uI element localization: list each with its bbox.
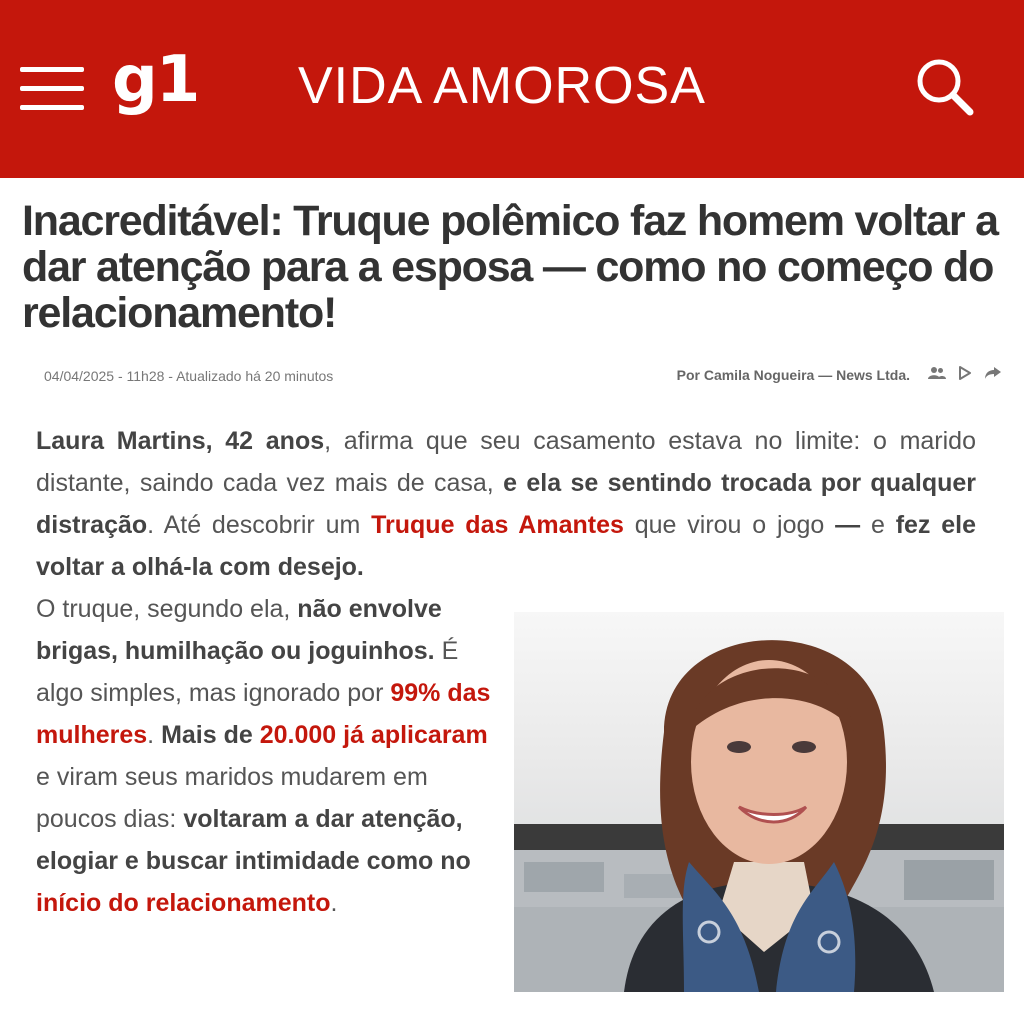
- text-bold: —: [835, 511, 861, 539]
- update-time: - 11h28 - Atualizado há 20 minutos: [117, 368, 334, 384]
- text-bold: não envolve brigas, humilhação ou joguinhos.: [36, 595, 442, 665]
- share-icon[interactable]: [984, 366, 1002, 383]
- highlight-link[interactable]: Truque das Amantes: [371, 511, 624, 539]
- play-icon[interactable]: [958, 366, 972, 383]
- paragraph-2: [36, 588, 504, 924]
- highlight-text: 20.000 já aplicaram: [259, 721, 488, 749]
- text: O truque, segundo ela,: [36, 595, 298, 623]
- search-icon[interactable]: [914, 56, 976, 118]
- g1-logo[interactable]: g1: [112, 43, 199, 117]
- text-bold: Laura Martins, 42 anos: [36, 427, 325, 455]
- text: que virou o jogo: [623, 511, 836, 539]
- menu-icon[interactable]: [20, 67, 84, 111]
- text-bold: Mais de: [161, 721, 260, 749]
- text: É algo simples, mas ignorado por: [36, 637, 459, 707]
- paragraph-1: [36, 420, 976, 588]
- site-header: [0, 0, 1024, 178]
- highlight-text: 99% das mulheres: [36, 679, 491, 749]
- article-headline: Inacreditável: Truque polêmico faz homem voltar a dar atenção para a esposa — como no começo do relacionamento!: [22, 197, 998, 337]
- text-bold: e ela se sentindo trocada por qualquer distração: [36, 469, 976, 539]
- highlight-text: início do relacionamento: [36, 889, 331, 917]
- author: Por Camila Nogueira — News Ltda.: [676, 366, 910, 383]
- text: e: [860, 511, 896, 539]
- section-title: VIDA AMOROSA: [298, 57, 706, 115]
- text-bold: voltaram a dar atenção, elogiar e buscar intimidade como no: [36, 805, 471, 875]
- text: .: [147, 721, 162, 749]
- text: , afirma que seu casamento estava no limite: o marido distante, saindo cada vez mais de casa,: [36, 427, 976, 497]
- text: . Até descobrir um: [147, 511, 372, 539]
- publish-date: 04/04/2025: [44, 368, 115, 384]
- people-icon[interactable]: [928, 366, 946, 383]
- text: .: [330, 889, 338, 917]
- woman-photo: [514, 612, 1004, 992]
- article-byline: [677, 366, 1002, 383]
- article-date: [44, 368, 333, 384]
- text: e viram seus maridos mudarem em poucos dias:: [36, 763, 428, 833]
- text-bold: fez ele voltar a olhá-la com desejo.: [36, 511, 976, 581]
